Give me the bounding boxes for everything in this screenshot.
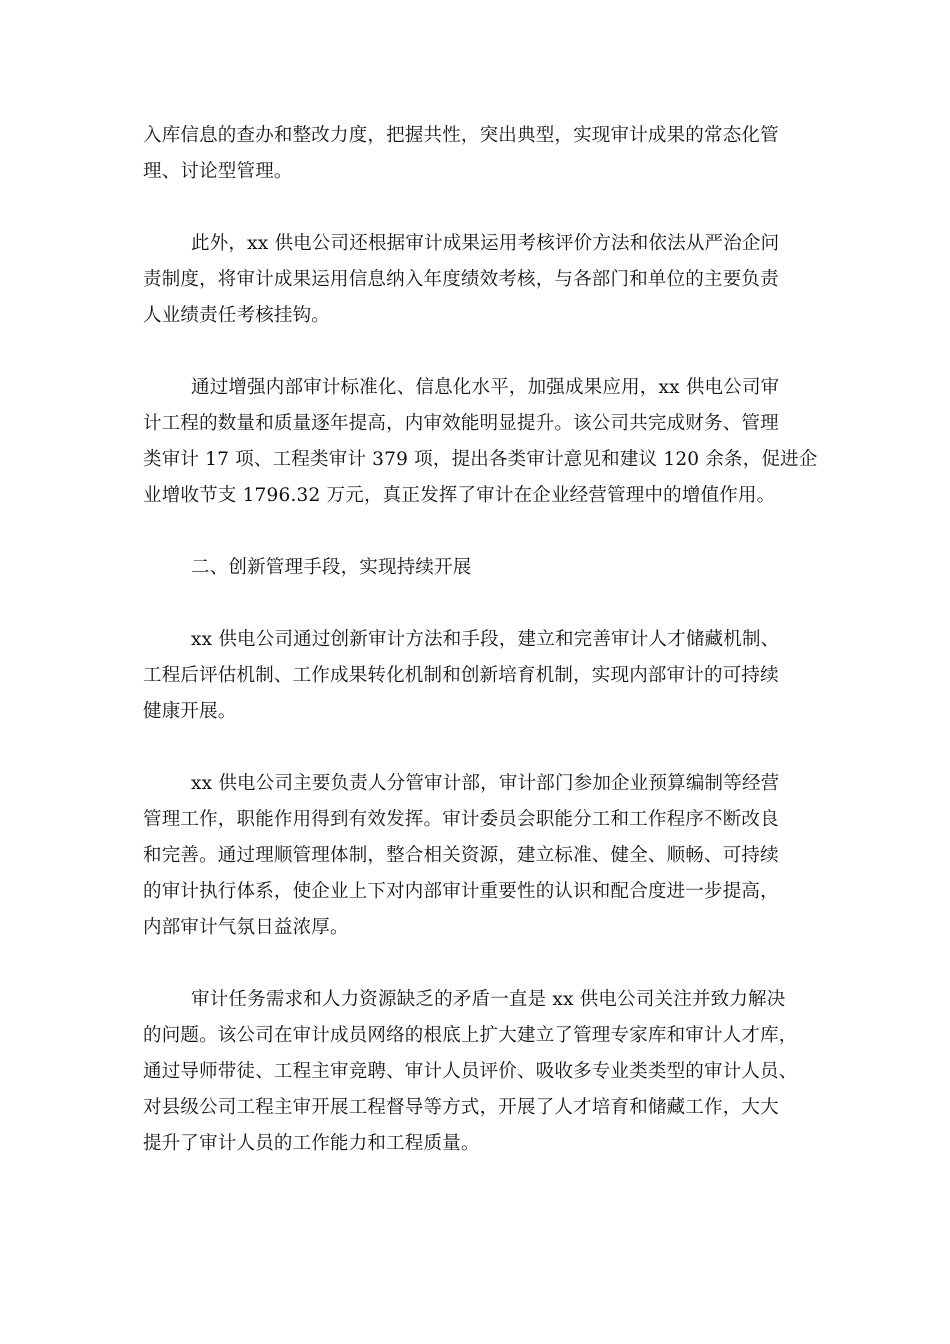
text-line: 的审计执行体系，使企业上下对内部审计重要性的认识和配合度进一步提高，	[143, 881, 779, 902]
text-line: 提升了审计人员的工作能力和工程质量。	[143, 1133, 480, 1154]
text-line: 健康开展。	[143, 701, 237, 722]
text-line: 类审计 17 项、工程类审计 379 项，提出各类审计意见和建议 120 余条，促进企	[143, 449, 818, 470]
text-line: 责制度，将审计成果运用信息纳入年度绩效考核，与各部门和单位的主要负责	[143, 269, 779, 290]
text-line: 业增收节支 1796.32 万元，真正发挥了审计在企业经营管理中的增值作用。	[143, 485, 776, 506]
paragraph-1	[143, 118, 808, 190]
text-line: 管理工作，职能作用得到有效发挥。审计委员会职能分工和工作程序不断改良	[143, 809, 779, 830]
paragraph-3	[143, 370, 818, 514]
paragraph-6	[143, 766, 808, 946]
text-line: 通过增强内部审计标准化、信息化水平，加强成果应用，xx 供电公司审	[191, 377, 780, 398]
text-line: 计工程的数量和质量逐年提高，内审效能明显提升。该公司共完成财务、管理	[143, 413, 779, 434]
text-line: 对县级公司工程主审开展工程督导等方式，开展了人才培育和储藏工作，大大	[143, 1097, 779, 1118]
text-line: 入库信息的查办和整改力度，把握共性，突出典型，实现审计成果的常态化管	[143, 125, 779, 146]
text-line: 工程后评估机制、工作成果转化机制和创新培育机制，实现内部审计的可持续	[143, 665, 779, 686]
text-line: 内部审计气氛日益浓厚。	[143, 917, 349, 938]
text-line: xx 供电公司通过创新审计方法和手段，建立和完善审计人才储藏机制、	[191, 629, 780, 650]
paragraph-7	[143, 982, 808, 1162]
text-line: 审计任务需求和人力资源缺乏的矛盾一直是 xx 供电公司关注并致力解决	[191, 989, 786, 1010]
heading-text: 二、创新管理手段，实现持续开展	[191, 557, 472, 578]
text-line: 人业绩责任考核挂钩。	[143, 305, 331, 326]
text-line: 此外，xx 供电公司还根据审计成果运用考核评价方法和依法从严治企问	[191, 233, 780, 254]
text-line: 理、讨论型管理。	[143, 161, 293, 182]
paragraph-2	[143, 226, 808, 334]
text-line: 的问题。该公司在审计成员网络的根底上扩大建立了管理专家库和审计人才库，	[143, 1025, 798, 1046]
text-line: xx 供电公司主要负责人分管审计部，审计部门参加企业预算编制等经营	[191, 773, 780, 794]
text-line: 和完善。通过理顺管理体制，整合相关资源，建立标准、健全、顺畅、可持续	[143, 845, 779, 866]
section-heading	[143, 550, 808, 586]
paragraph-5	[143, 622, 808, 730]
text-line: 通过导师带徒、工程主审竞聘、审计人员评价、吸收多专业类类型的审计人员、	[143, 1061, 798, 1082]
